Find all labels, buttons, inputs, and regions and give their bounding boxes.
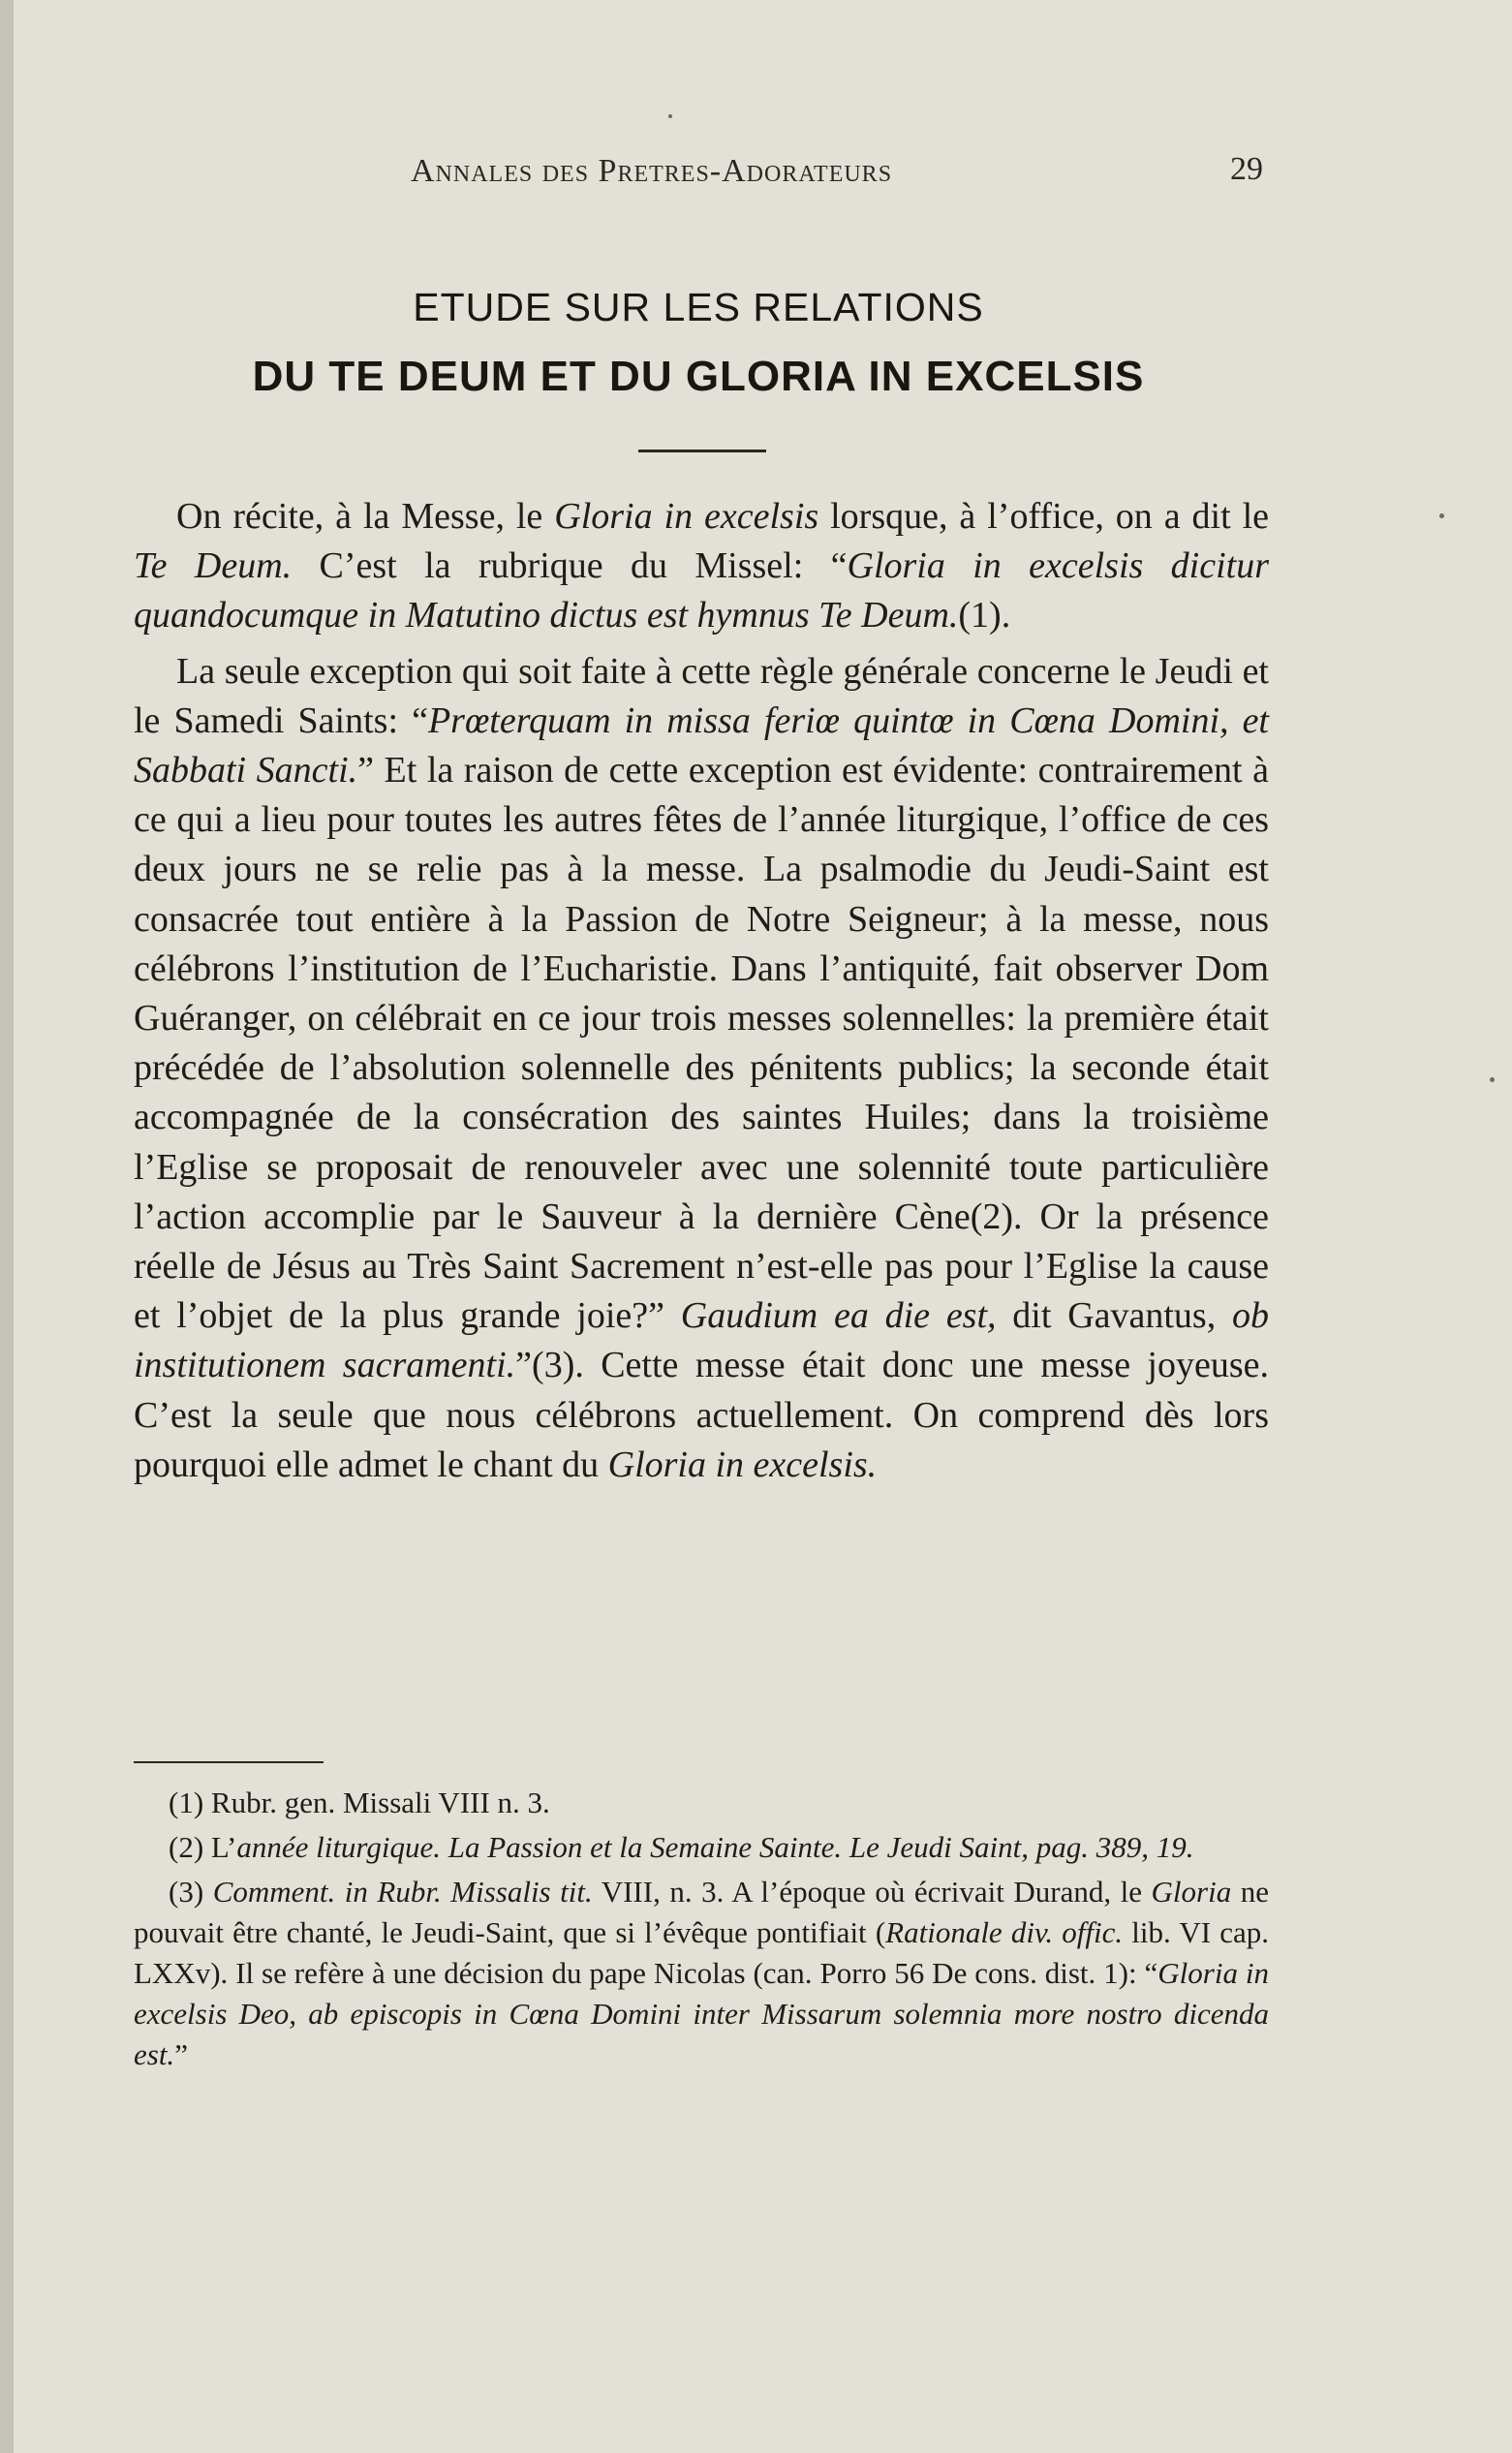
footnote-marker: (1)	[169, 1785, 204, 1819]
footnote-marker: (3)	[169, 1875, 204, 1909]
italic-run: Te Deum.	[134, 545, 293, 587]
footnote-3	[134, 1872, 1269, 2075]
paper-speck	[668, 114, 672, 118]
italic-run: Comment. in Rubr. Missalis tit.	[212, 1875, 593, 1909]
footnotes	[134, 1783, 1269, 2079]
text-run: L’	[203, 1830, 237, 1864]
paragraph-1	[134, 492, 1269, 641]
article-title-line-2: DU TE DEUM ET DU GLORIA IN EXCELSIS	[252, 353, 1145, 400]
text-run: ” Et la raison de cette exception est évidente: contrairement à ce qui a lieu pour toutes les autres fêtes de l’année liturgique, l’office de ces deux jours ne se relie pas à la messe. La psalmodie du Jeudi-Saint est consacrée tout entière à la Passion de Notre Seigneur; à la messe, nous célébrons l’institution de l’Eucharistie. Dans l’antiquité, fait observer Dom Guéranger, on célébrait en ce jour trois messes solennelles: la première était précédée de l’absolution solennelle des pénitents publics; la seconde était accompagnée de la consécration des saintes Huiles; dans la troisième l’Eglise se proposait de renouveler avec une solennité toute particulière l’action accomplie par le Sauveur à la dernière Cène(2). Or la présence réelle de Jésus au Très Saint Sacrement n’est-elle pas pour l’Eglise la cause et l’objet de la plus grande joie?”	[134, 750, 1269, 1337]
italic-run: Gloria in excelsis dicitur quandocumque in Matutino dictus est hymnus Te Deum.	[134, 545, 1270, 637]
text-run: La seule exception qui soit faite à cette règle générale concerne le Jeudi et le Samedi Saints: “	[134, 650, 1269, 741]
italic-run: Rationale div. offic.	[885, 1915, 1124, 1949]
footnote-marker: (2)	[169, 1830, 204, 1864]
text-run: lib. VI cap. LXXv). Il se refère à une décision du pape Nicolas (can. Porro 56 De cons. dist. 1): “	[134, 1915, 1269, 1990]
paper-speck	[1439, 513, 1444, 518]
text-run: ”(3). Cette messe était donc une messe joyeuse. C’est la seule que nous célébrons actuellement. On comprend dès lors pourquoi elle admet le chant du	[134, 1345, 1269, 1485]
italic-run: Gloria	[1151, 1875, 1232, 1909]
footnote-1	[134, 1783, 1269, 1823]
text-run: ”	[174, 2037, 188, 2071]
italic-run: Gloria in excelsis.	[607, 1444, 878, 1485]
italic-run: Gloria in excelsis Deo, ab episcopis in Cœna Domini inter Missarum solemnia more nostro dicenda est.	[134, 1956, 1269, 2071]
text-run: ne pouvait être chanté, le Jeudi-Saint, que si l’évêque pontifiait (	[134, 1875, 1270, 1949]
italic-run: Gaudium ea die est,	[680, 1295, 997, 1337]
article-title-line-1: ETUDE SUR LES RELATIONS	[413, 285, 984, 329]
footnote-ref-1: (1).	[958, 595, 1011, 637]
title-divider	[638, 450, 766, 452]
italic-run: année liturgique. La Passion et la Semaine Sainte. Le Jeudi Saint, pag. 389, 19.	[236, 1830, 1194, 1864]
text-run: On récite, à la Messe, le	[176, 496, 555, 537]
italic-run: Prœterquam in missa feriœ quintœ in Cœna Domini, et Sabbati Sancti.	[134, 699, 1269, 792]
text-run: dit Gavantus,	[996, 1295, 1232, 1337]
running-header: Annales des Pretres-Adorateurs	[411, 153, 893, 189]
text-run: Rubr. gen. Missali VIII n. 3.	[203, 1785, 550, 1819]
article-body	[134, 492, 1269, 1496]
italic-run: Gloria in excelsis	[554, 496, 819, 537]
text-run: VIII, n. 3. A l’époque où écrivait Durand, le	[592, 1875, 1152, 1909]
text-run: C’est la rubrique du Missel: “	[292, 545, 848, 587]
paper-speck	[1490, 1077, 1495, 1082]
page-number: 29	[1230, 151, 1263, 187]
paragraph-2	[134, 647, 1269, 1490]
text-run: lorsque, à l’office, on a dit le	[818, 496, 1270, 537]
footnote-divider	[134, 1761, 324, 1763]
footnote-2	[134, 1827, 1269, 1868]
italic-run: ob institutionem sacramenti.	[134, 1295, 1269, 1386]
